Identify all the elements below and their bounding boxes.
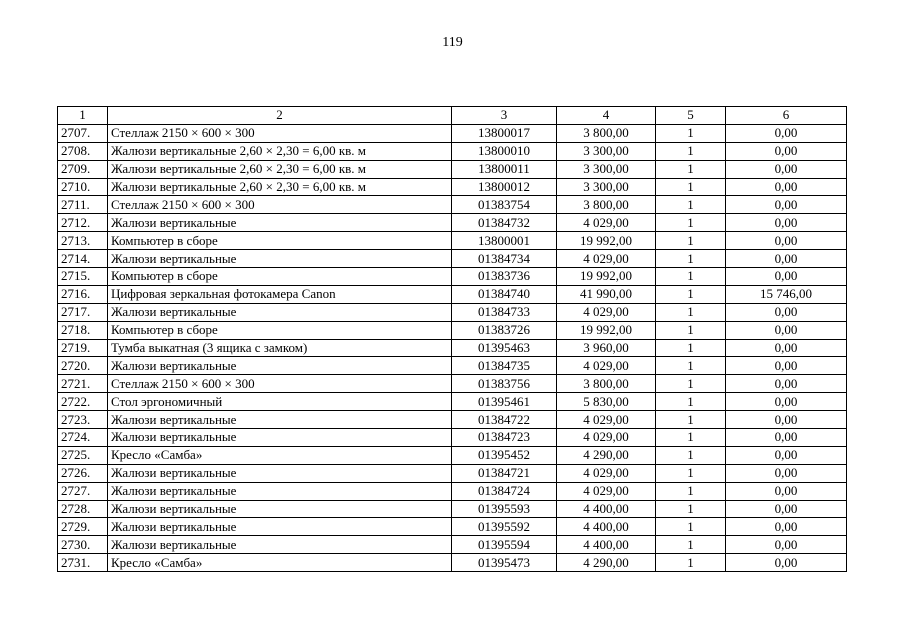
item-name-cell: Жалюзи вертикальные [108, 214, 452, 232]
item-name-cell: Жалюзи вертикальные [108, 303, 452, 321]
row-number-cell: 2728. [58, 500, 108, 518]
quantity-cell: 1 [656, 411, 726, 429]
cost-cell: 3 800,00 [557, 124, 656, 142]
item-name-cell: Жалюзи вертикальные 2,60 × 2,30 = 6,00 кв. м [108, 160, 452, 178]
cost-cell: 4 400,00 [557, 518, 656, 536]
row-number-cell: 2712. [58, 214, 108, 232]
residual-value-cell: 0,00 [726, 482, 847, 500]
row-number-cell: 2721. [58, 375, 108, 393]
cost-cell: 4 290,00 [557, 554, 656, 572]
table-row [58, 285, 847, 303]
quantity-cell: 1 [656, 268, 726, 286]
row-number-cell: 2722. [58, 393, 108, 411]
quantity-cell: 1 [656, 464, 726, 482]
residual-value-cell: 0,00 [726, 429, 847, 447]
row-number-cell: 2717. [58, 303, 108, 321]
row-number-cell: 2719. [58, 339, 108, 357]
quantity-cell: 1 [656, 285, 726, 303]
row-number-cell: 2730. [58, 536, 108, 554]
row-number-cell: 2711. [58, 196, 108, 214]
item-name-cell: Компьютер в сборе [108, 268, 452, 286]
table-body [58, 124, 847, 571]
quantity-cell: 1 [656, 482, 726, 500]
inventory-code-cell: 01384721 [452, 464, 557, 482]
header-col-3: 3 [452, 107, 557, 125]
item-name-cell: Компьютер в сборе [108, 321, 452, 339]
quantity-cell: 1 [656, 357, 726, 375]
row-number-cell: 2710. [58, 178, 108, 196]
quantity-cell: 1 [656, 142, 726, 160]
inventory-code-cell: 01395473 [452, 554, 557, 572]
quantity-cell: 1 [656, 429, 726, 447]
inventory-code-cell: 01384740 [452, 285, 557, 303]
residual-value-cell: 0,00 [726, 124, 847, 142]
item-name-cell: Жалюзи вертикальные 2,60 × 2,30 = 6,00 кв. м [108, 178, 452, 196]
inventory-code-cell: 01395592 [452, 518, 557, 536]
inventory-code-cell: 01384723 [452, 429, 557, 447]
item-name-cell: Тумба выкатная (3 ящика с замком) [108, 339, 452, 357]
inventory-code-cell: 13800017 [452, 124, 557, 142]
inventory-code-cell: 13800011 [452, 160, 557, 178]
residual-value-cell: 0,00 [726, 554, 847, 572]
header-col-2: 2 [108, 107, 452, 125]
cost-cell: 3 300,00 [557, 160, 656, 178]
item-name-cell: Стеллаж 2150 × 600 × 300 [108, 375, 452, 393]
cost-cell: 3 800,00 [557, 196, 656, 214]
table-header [58, 107, 847, 125]
table-row [58, 482, 847, 500]
inventory-code-cell: 01384734 [452, 250, 557, 268]
table-row [58, 250, 847, 268]
inventory-code-cell: 01395594 [452, 536, 557, 554]
cost-cell: 3 300,00 [557, 178, 656, 196]
residual-value-cell: 0,00 [726, 303, 847, 321]
row-number-cell: 2723. [58, 411, 108, 429]
item-name-cell: Жалюзи вертикальные 2,60 × 2,30 = 6,00 кв. м [108, 142, 452, 160]
cost-cell: 4 029,00 [557, 357, 656, 375]
inventory-code-cell: 01395593 [452, 500, 557, 518]
table-row [58, 429, 847, 447]
item-name-cell: Стеллаж 2150 × 600 × 300 [108, 196, 452, 214]
quantity-cell: 1 [656, 250, 726, 268]
residual-value-cell: 0,00 [726, 357, 847, 375]
row-number-cell: 2714. [58, 250, 108, 268]
inventory-code-cell: 13800012 [452, 178, 557, 196]
cost-cell: 4 400,00 [557, 536, 656, 554]
row-number-cell: 2727. [58, 482, 108, 500]
inventory-table [57, 106, 847, 572]
inventory-code-cell: 01384733 [452, 303, 557, 321]
row-number-cell: 2713. [58, 232, 108, 250]
item-name-cell: Жалюзи вертикальные [108, 250, 452, 268]
table-row [58, 375, 847, 393]
table-row [58, 464, 847, 482]
row-number-cell: 2707. [58, 124, 108, 142]
quantity-cell: 1 [656, 160, 726, 178]
row-number-cell: 2724. [58, 429, 108, 447]
inventory-code-cell: 01384724 [452, 482, 557, 500]
row-number-cell: 2716. [58, 285, 108, 303]
item-name-cell: Кресло «Самба» [108, 446, 452, 464]
item-name-cell: Жалюзи вертикальные [108, 482, 452, 500]
residual-value-cell: 0,00 [726, 339, 847, 357]
quantity-cell: 1 [656, 393, 726, 411]
table-row [58, 411, 847, 429]
residual-value-cell: 0,00 [726, 250, 847, 268]
table-row [58, 536, 847, 554]
cost-cell: 4 029,00 [557, 464, 656, 482]
cost-cell: 3 800,00 [557, 375, 656, 393]
quantity-cell: 1 [656, 554, 726, 572]
table-row [58, 214, 847, 232]
cost-cell: 19 992,00 [557, 268, 656, 286]
item-name-cell: Компьютер в сборе [108, 232, 452, 250]
item-name-cell: Стол эргономичный [108, 393, 452, 411]
inventory-code-cell: 01383736 [452, 268, 557, 286]
quantity-cell: 1 [656, 214, 726, 232]
item-name-cell: Жалюзи вертикальные [108, 500, 452, 518]
cost-cell: 4 029,00 [557, 411, 656, 429]
inventory-code-cell: 01384722 [452, 411, 557, 429]
row-number-cell: 2720. [58, 357, 108, 375]
row-number-cell: 2718. [58, 321, 108, 339]
residual-value-cell: 0,00 [726, 178, 847, 196]
cost-cell: 4 290,00 [557, 446, 656, 464]
cost-cell: 4 029,00 [557, 429, 656, 447]
quantity-cell: 1 [656, 536, 726, 554]
header-col-1: 1 [58, 107, 108, 125]
item-name-cell: Стеллаж 2150 × 600 × 300 [108, 124, 452, 142]
table-row [58, 196, 847, 214]
table-row [58, 160, 847, 178]
cost-cell: 3 960,00 [557, 339, 656, 357]
row-number-cell: 2731. [58, 554, 108, 572]
item-name-cell: Жалюзи вертикальные [108, 536, 452, 554]
inventory-code-cell: 01384735 [452, 357, 557, 375]
table-row [58, 268, 847, 286]
quantity-cell: 1 [656, 321, 726, 339]
inventory-code-cell: 01395463 [452, 339, 557, 357]
header-col-4: 4 [557, 107, 656, 125]
residual-value-cell: 0,00 [726, 232, 847, 250]
quantity-cell: 1 [656, 518, 726, 536]
residual-value-cell: 0,00 [726, 464, 847, 482]
quantity-cell: 1 [656, 375, 726, 393]
cost-cell: 4 400,00 [557, 500, 656, 518]
cost-cell: 4 029,00 [557, 250, 656, 268]
residual-value-cell: 0,00 [726, 160, 847, 178]
row-number-cell: 2729. [58, 518, 108, 536]
table-row [58, 446, 847, 464]
quantity-cell: 1 [656, 303, 726, 321]
table-row [58, 554, 847, 572]
table-row [58, 232, 847, 250]
residual-value-cell: 0,00 [726, 214, 847, 232]
cost-cell: 3 300,00 [557, 142, 656, 160]
cost-cell: 41 990,00 [557, 285, 656, 303]
cost-cell: 19 992,00 [557, 232, 656, 250]
header-row [58, 107, 847, 125]
residual-value-cell: 0,00 [726, 446, 847, 464]
inventory-code-cell: 01395452 [452, 446, 557, 464]
residual-value-cell: 0,00 [726, 375, 847, 393]
cost-cell: 4 029,00 [557, 482, 656, 500]
cost-cell: 4 029,00 [557, 214, 656, 232]
quantity-cell: 1 [656, 500, 726, 518]
table-row [58, 393, 847, 411]
quantity-cell: 1 [656, 446, 726, 464]
header-col-6: 6 [726, 107, 847, 125]
table-row [58, 142, 847, 160]
inventory-code-cell: 13800010 [452, 142, 557, 160]
residual-value-cell: 0,00 [726, 268, 847, 286]
page-number: 119 [442, 35, 463, 50]
row-number-cell: 2708. [58, 142, 108, 160]
row-number-cell: 2725. [58, 446, 108, 464]
table-row [58, 178, 847, 196]
item-name-cell: Цифровая зеркальная фотокамера Canon [108, 285, 452, 303]
item-name-cell: Жалюзи вертикальные [108, 429, 452, 447]
residual-value-cell: 0,00 [726, 500, 847, 518]
residual-value-cell: 0,00 [726, 196, 847, 214]
table-row [58, 124, 847, 142]
inventory-code-cell: 13800001 [452, 232, 557, 250]
item-name-cell: Жалюзи вертикальные [108, 357, 452, 375]
item-name-cell: Жалюзи вертикальные [108, 518, 452, 536]
item-name-cell: Жалюзи вертикальные [108, 411, 452, 429]
cost-cell: 4 029,00 [557, 303, 656, 321]
table-row [58, 500, 847, 518]
table-row [58, 357, 847, 375]
residual-value-cell: 0,00 [726, 393, 847, 411]
item-name-cell: Кресло «Самба» [108, 554, 452, 572]
row-number-cell: 2726. [58, 464, 108, 482]
inventory-code-cell: 01383754 [452, 196, 557, 214]
inventory-code-cell: 01395461 [452, 393, 557, 411]
row-number-cell: 2715. [58, 268, 108, 286]
quantity-cell: 1 [656, 232, 726, 250]
residual-value-cell: 0,00 [726, 536, 847, 554]
quantity-cell: 1 [656, 196, 726, 214]
table-row [58, 303, 847, 321]
header-col-5: 5 [656, 107, 726, 125]
quantity-cell: 1 [656, 339, 726, 357]
residual-value-cell: 0,00 [726, 518, 847, 536]
quantity-cell: 1 [656, 124, 726, 142]
inventory-code-cell: 01384732 [452, 214, 557, 232]
inventory-code-cell: 01383756 [452, 375, 557, 393]
table-row [58, 339, 847, 357]
residual-value-cell: 0,00 [726, 321, 847, 339]
residual-value-cell: 0,00 [726, 142, 847, 160]
residual-value-cell: 0,00 [726, 411, 847, 429]
cost-cell: 5 830,00 [557, 393, 656, 411]
table-row [58, 321, 847, 339]
cost-cell: 19 992,00 [557, 321, 656, 339]
row-number-cell: 2709. [58, 160, 108, 178]
quantity-cell: 1 [656, 178, 726, 196]
residual-value-cell: 15 746,00 [726, 285, 847, 303]
item-name-cell: Жалюзи вертикальные [108, 464, 452, 482]
inventory-code-cell: 01383726 [452, 321, 557, 339]
table-row [58, 518, 847, 536]
